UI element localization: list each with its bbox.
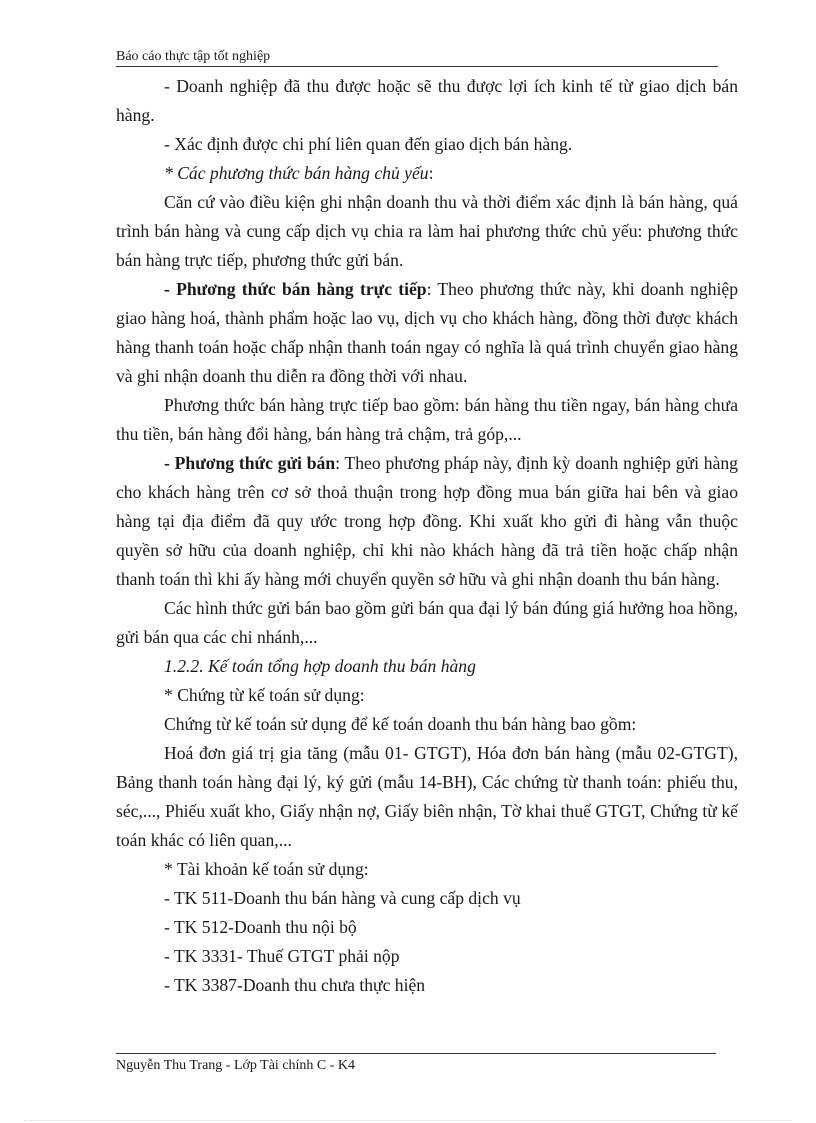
paragraph-methods-heading — [116, 159, 738, 188]
methods-heading-text: * Các phương thức bán hàng chủ yếu — [164, 163, 429, 183]
page-header — [116, 49, 718, 67]
direct-sale-term: - Phương thức bán hàng trực tiếp — [164, 279, 427, 299]
paragraph-cost: - Xác định được chi phí liên quan đến giao dịch bán hàng. — [164, 134, 573, 154]
footer-divider — [116, 1053, 716, 1054]
consignment-description: : Theo phương pháp này, định kỳ doanh nghiệp gửi hàng cho khách hàng trên cơ sở thoả thuận trong hợp đồng mua bán giữa hai bên và giao hàng tại địa điểm đã quy ước trong hợp đồng. Khi xuất kho gửi đi hàng vẫn thuộc quyền sở hữu của doanh nghiệp, chỉ khi nào khách hàng đã trả tiền hoặc chấp nhận thanh toán thì khi ấy hàng mới chuyển quyền sở hữu và ghi nhận doanh thu bán hàng. — [116, 453, 738, 589]
account-item: - TK 3387-Doanh thu chưa thực hiện — [164, 975, 426, 995]
account-item: - TK 512-Doanh thu nội bộ — [164, 917, 357, 937]
page-footer — [116, 1058, 355, 1074]
methods-heading-colon: : — [428, 163, 434, 183]
footer-text: Nguyễn Thu Trang - Lớp Tài chính C - K4 — [116, 1058, 356, 1073]
direct-sale-description: : Theo phương thức này, khi doanh nghiệp giao hàng hoá, thành phẩm hoặc lao vụ, dịch vụ cho khách hàng, đồng thời được khách hàng thanh toán hoặc chấp nhận thanh toán ngay có nghĩa là quá trình chuyển giao hàng và ghi nhận doanh thu diễn ra đồng thời với nhau. — [116, 279, 738, 386]
paragraph-accounts-heading: * Tài khoản kế toán sử dụng: — [164, 859, 369, 879]
paragraph-methods-intro: Căn cứ vào điều kiện ghi nhận doanh thu và thời điểm xác định là bán hàng, quá trình bán hàng và cung cấp dịch vụ chia ra làm hai phương thức chủ yếu: phương thức bán hàng trực tiếp, phương thức gửi bán. — [116, 192, 738, 270]
paragraph-direct-sale — [116, 275, 738, 391]
account-item: - TK 3331- Thuế GTGT phải nộp — [164, 946, 400, 966]
document-body — [116, 72, 738, 1000]
paragraph-documents-intro: Chứng từ kế toán sử dụng để kế toán doanh thu bán hàng bao gồm: — [164, 714, 637, 734]
paragraph-consignment-forms: Các hình thức gửi bán bao gồm gửi bán qua đại lý bán đúng giá hưởng hoa hồng, gửi bán qua các chi nhánh,... — [116, 598, 738, 647]
header-title: Báo cáo thực tập tốt nghiệp — [116, 49, 271, 64]
paragraph-direct-sale-types: Phương thức bán hàng trực tiếp bao gồm: bán hàng thu tiền ngay, bán hàng chưa thu tiền, bán hàng đổi hàng, bán hàng trả chậm, trả góp,... — [116, 395, 738, 444]
page-bottom-edge — [24, 1120, 792, 1121]
paragraph-documents-list: Hoá đơn giá trị gia tăng (mẫu 01- GTGT), Hóa đơn bán hàng (mẫu 02-GTGT), Bảng thanh toán hàng đại lý, ký gửi (mẫu 14-BH), Các chứng từ thanh toán: phiếu thu, séc,..., Phiếu xuất kho, Giấy nhận nợ, Giấy biên nhận, Tờ khai thuế GTGT, Chứng từ kế toán khác có liên quan,... — [116, 743, 738, 850]
paragraph-benefit: - Doanh nghiệp đã thu được hoặc sẽ thu được lợi ích kinh tế từ giao dịch bán hàng. — [116, 76, 738, 125]
paragraph-documents-heading: * Chứng từ kế toán sử dụng: — [164, 685, 365, 705]
account-item: - TK 511-Doanh thu bán hàng và cung cấp dịch vụ — [164, 888, 521, 908]
consignment-term: - Phương thức gửi bán — [164, 453, 336, 473]
section-heading: 1.2.2. Kế toán tổng hợp doanh thu bán hàng — [164, 656, 476, 676]
paragraph-consignment — [116, 449, 738, 594]
